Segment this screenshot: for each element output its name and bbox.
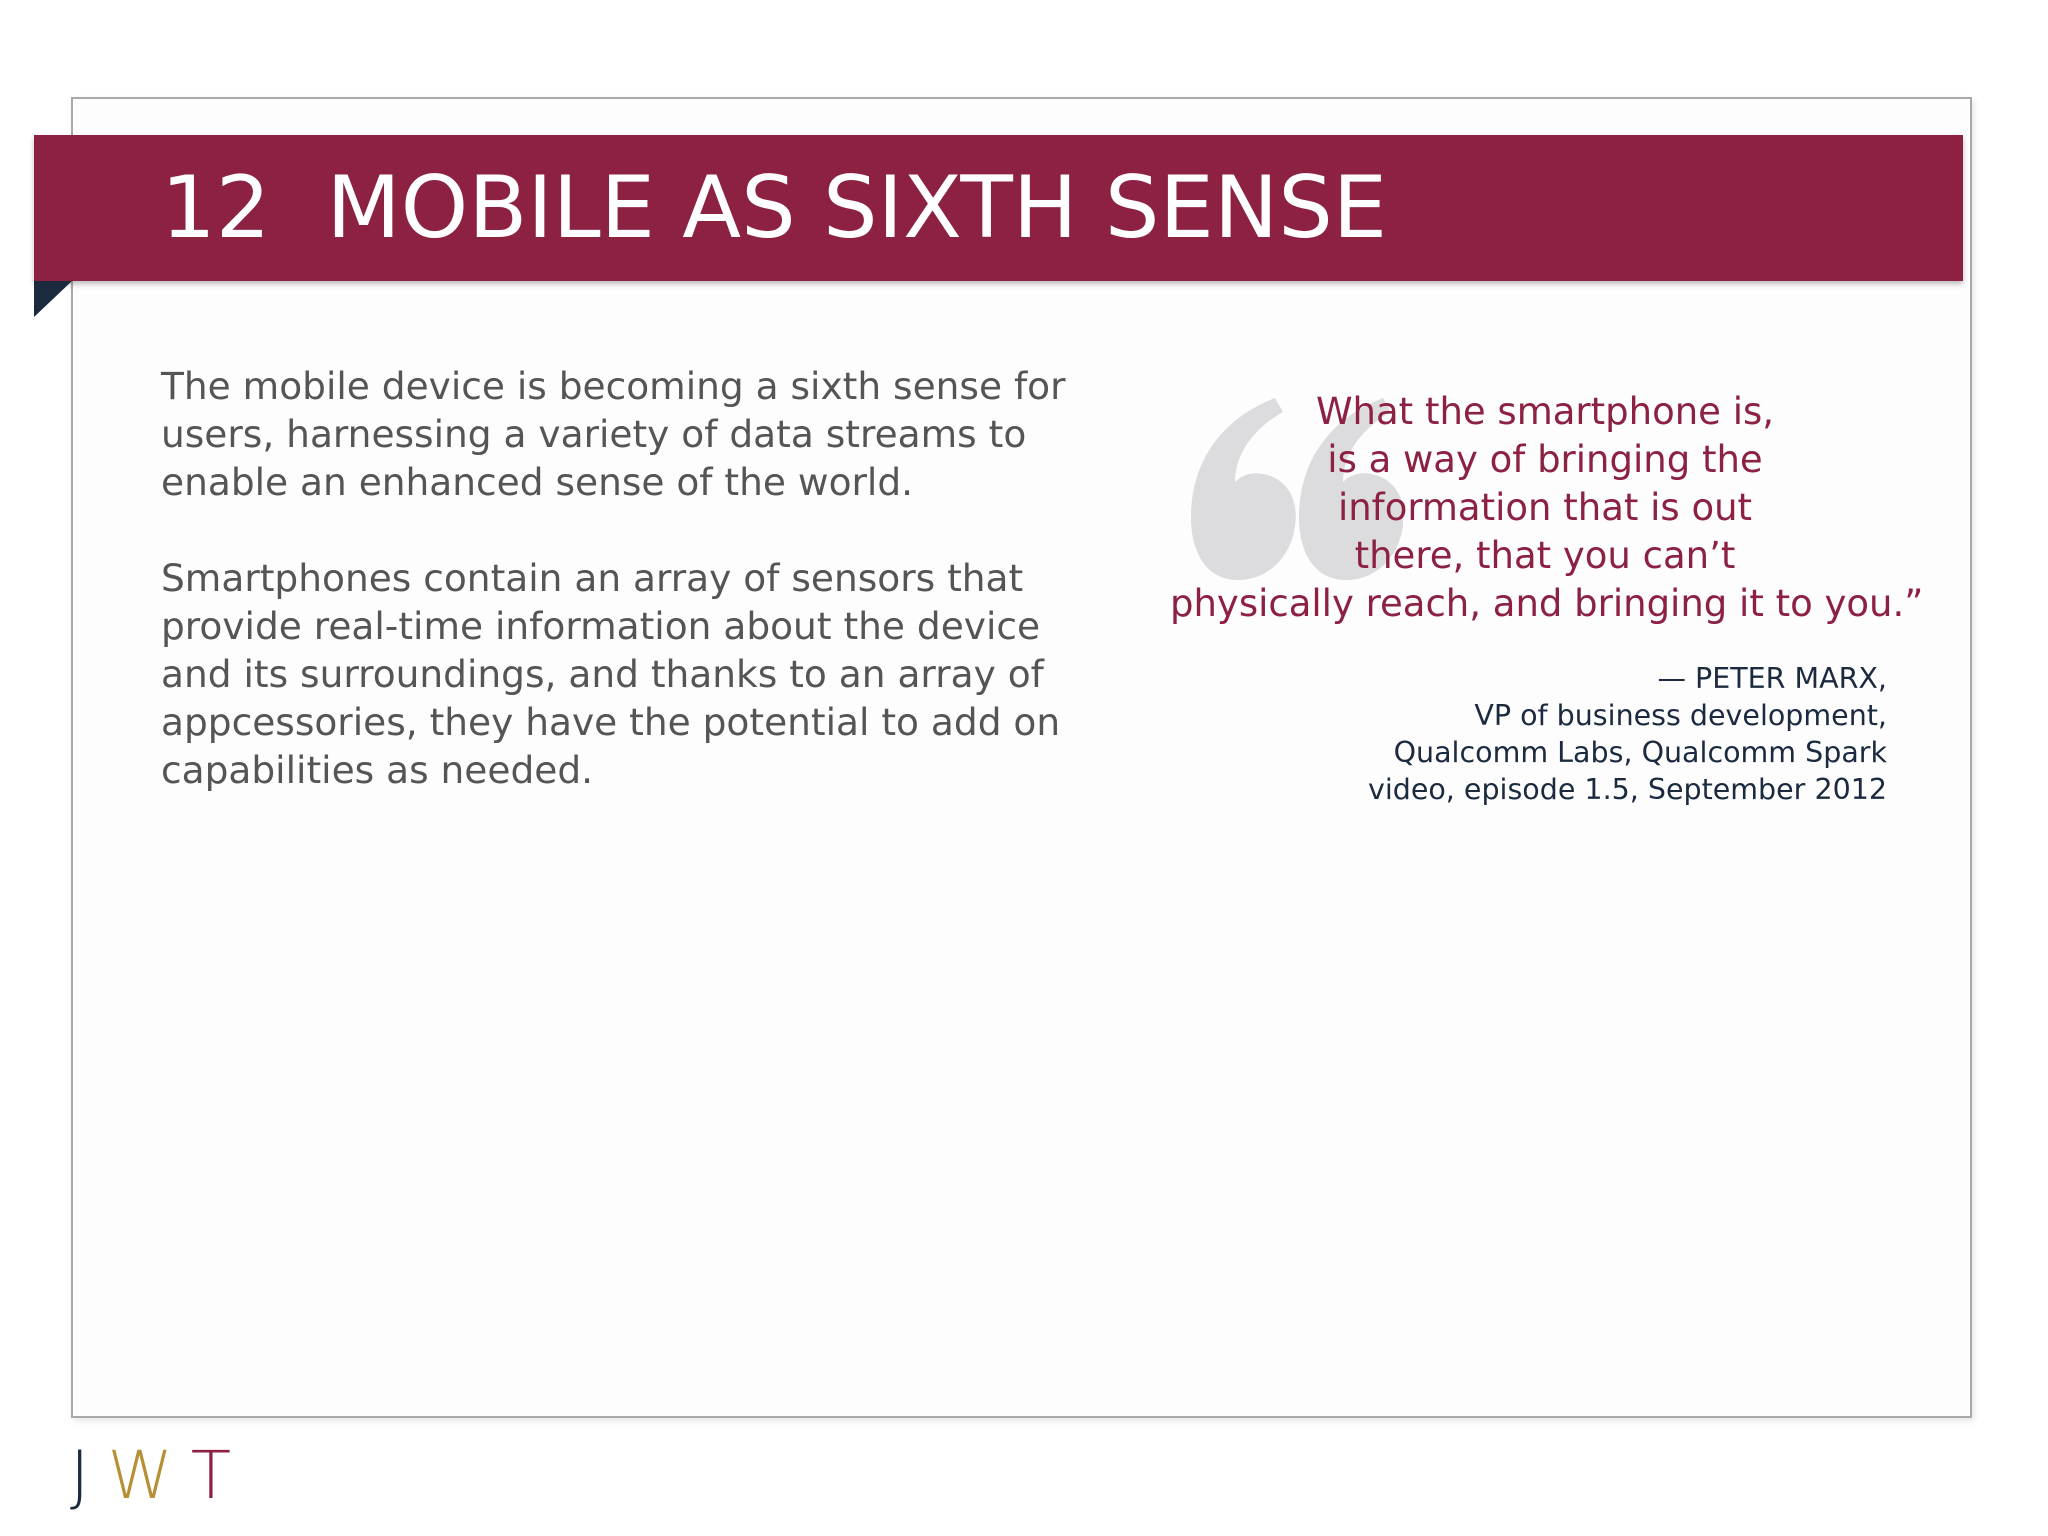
quote-line: physically reach, and bringing it to you.” [1170, 582, 1924, 625]
quote-line: is a way of bringing the [1327, 438, 1763, 481]
quote-line: information that is out [1337, 486, 1753, 529]
quote-attribution [1187, 660, 1887, 808]
slide-title: MOBILE AS SIXTH SENSE [326, 158, 1388, 258]
logo-letter-j: J [70, 1437, 90, 1514]
logo-letter-t: T [190, 1437, 232, 1514]
pull-quote [1170, 388, 1924, 628]
page-title [161, 135, 1387, 281]
logo-letter-w: W [107, 1437, 173, 1514]
quote-line: there, that you can’t [1354, 534, 1736, 577]
jwt-logo [70, 1437, 232, 1514]
slide-number: 12 [161, 158, 271, 258]
attribution-line: VP of business development, [1474, 699, 1887, 732]
body-text [161, 362, 1121, 842]
quote-line: What the smartphone is, [1315, 390, 1775, 433]
attribution-line: Qualcomm Labs, Qualcomm Spark [1393, 736, 1887, 769]
attribution-line: video, episode 1.5, September 2012 [1367, 773, 1887, 806]
attribution-line: — PETER MARX, [1657, 662, 1887, 695]
title-banner [34, 135, 1963, 281]
body-paragraph: The mobile device is becoming a sixth sense for users, harnessing a variety of data streams to enable an enhanced sense of the world. [161, 364, 1066, 504]
body-paragraph: Smartphones contain an array of sensors that provide real-time information about the device and its surroundings, and thanks to an array of appcessories, they have the potential to add on capabilities as needed. [161, 556, 1061, 792]
banner-fold [34, 281, 72, 317]
